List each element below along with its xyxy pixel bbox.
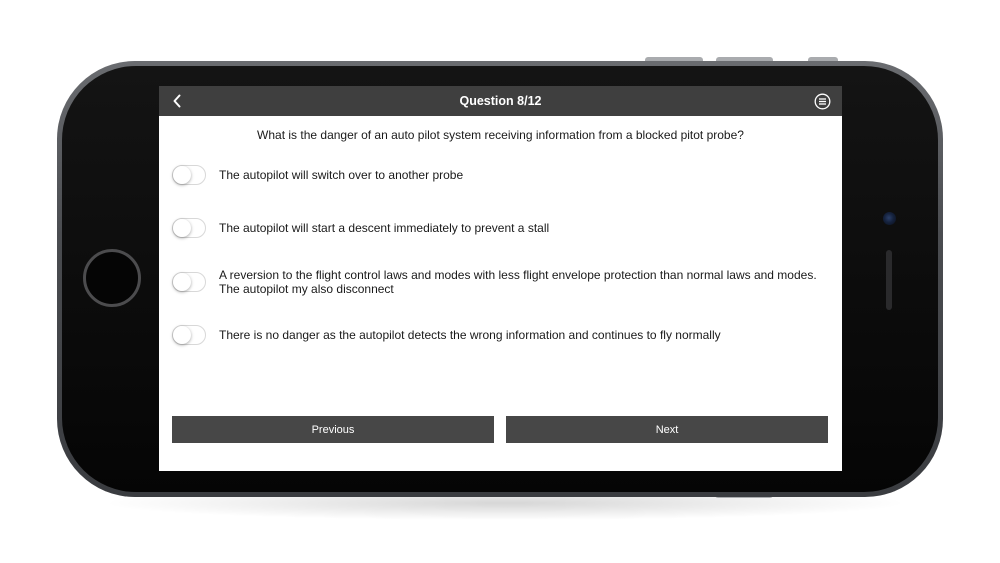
list-circle-icon	[814, 93, 831, 110]
answer-toggle[interactable]	[172, 325, 206, 345]
answer-option[interactable]	[172, 165, 832, 185]
answer-option[interactable]	[172, 268, 832, 296]
answer-option[interactable]	[172, 325, 832, 345]
toggle-knob	[173, 166, 191, 184]
back-button[interactable]	[168, 92, 186, 110]
chevron-left-icon	[172, 94, 182, 108]
next-button[interactable]: Next	[506, 416, 828, 443]
front-camera	[883, 212, 896, 225]
answer-toggle[interactable]	[172, 165, 206, 185]
previous-button[interactable]: Previous	[172, 416, 494, 443]
earpiece-speaker	[886, 250, 892, 310]
question-text: What is the danger of an auto pilot system receiving information from a blocked pitot probe?	[257, 128, 744, 142]
answer-toggle[interactable]	[172, 218, 206, 238]
app-screen	[159, 86, 842, 471]
answer-label: There is no danger as the autopilot detects the wrong information and continues to fly normally	[219, 328, 721, 342]
answer-label: The autopilot will start a descent immediately to prevent a stall	[219, 221, 550, 235]
toggle-knob	[173, 273, 191, 291]
answer-option[interactable]	[172, 218, 832, 238]
answer-label: A reversion to the flight control laws and modes with less flight envelope protection than normal laws and modes. The autopilot my also disconnect	[219, 268, 817, 296]
question-list-button[interactable]	[813, 92, 831, 110]
title-bar	[159, 86, 842, 116]
answer-label: The autopilot will switch over to another probe	[219, 168, 464, 182]
answer-toggle[interactable]	[172, 272, 206, 292]
home-button	[83, 249, 141, 307]
toggle-knob	[173, 326, 191, 344]
toggle-knob	[173, 219, 191, 237]
page-title: Question 8/12	[459, 94, 542, 108]
